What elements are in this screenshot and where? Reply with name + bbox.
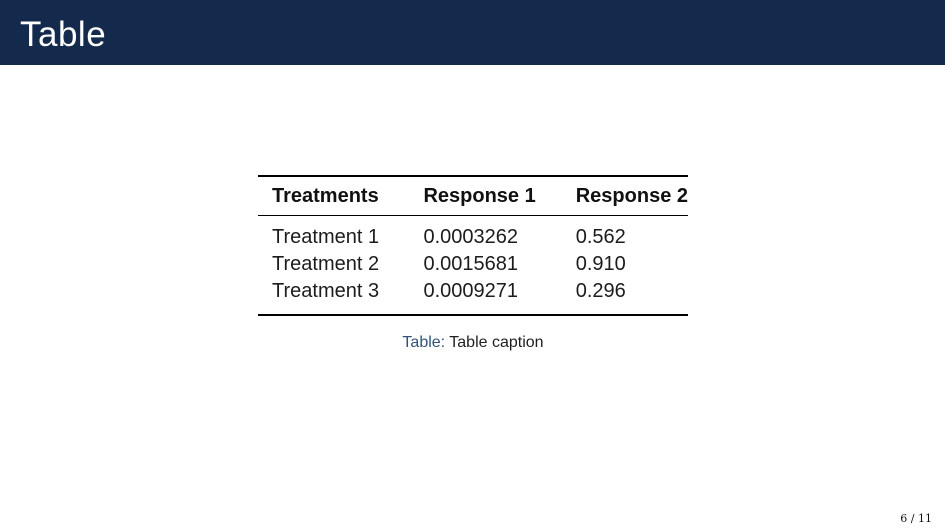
- table-header-row: [258, 176, 688, 216]
- table-caption: [258, 333, 688, 352]
- table-cell: 0.0003262: [423, 226, 519, 248]
- table-cell: Treatment 3: [272, 280, 380, 302]
- data-table: [258, 175, 688, 316]
- caption-text: Table caption: [449, 334, 544, 351]
- table-block: [258, 175, 688, 352]
- caption-label: Table:: [402, 334, 446, 351]
- table-cell: Treatment 2: [272, 253, 380, 275]
- page-number: 6 / 11: [900, 512, 932, 525]
- column-header-response-1: Response 1: [409, 176, 561, 216]
- table-row: [258, 251, 688, 278]
- column-header-treatments: Treatments: [258, 176, 409, 216]
- table-cell: 0.0009271: [423, 280, 519, 302]
- table-cell: 0.0015681: [423, 253, 519, 275]
- slide-title: Table: [20, 15, 107, 54]
- table-body: [258, 216, 688, 316]
- table-row: [258, 216, 688, 252]
- table-header: [258, 176, 688, 216]
- table-row: [258, 278, 688, 315]
- column-header-response-2: Response 2: [562, 176, 688, 216]
- table-cell: 0.910: [575, 253, 626, 275]
- table-cell: Treatment 1: [272, 226, 380, 248]
- slide-title-bar: [0, 0, 945, 65]
- table-cell: 0.296: [575, 280, 626, 302]
- table-cell: 0.562: [575, 226, 626, 248]
